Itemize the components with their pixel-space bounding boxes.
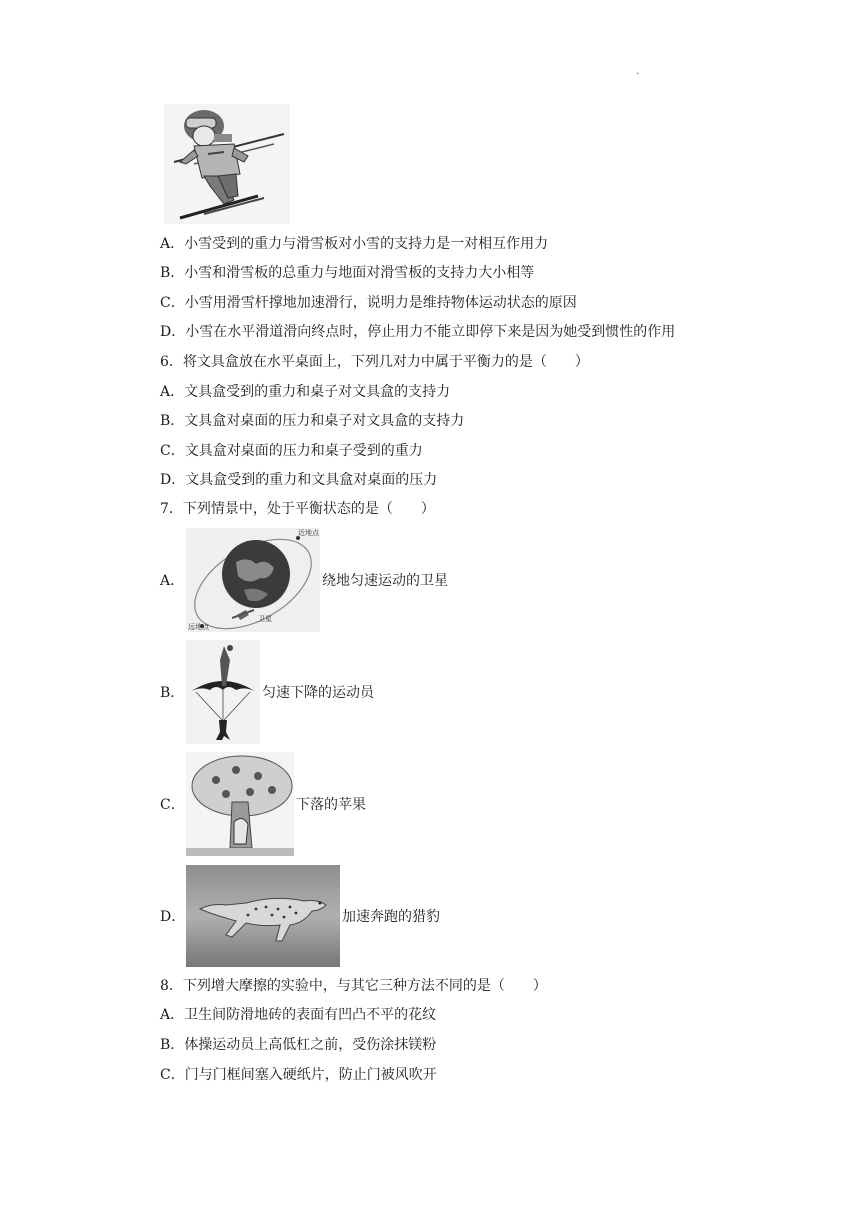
option-caption: 下落的苹果 (296, 797, 366, 813)
q8-option-b: B．体操运动员上高低杠之前，受伤涂抹镁粉 (160, 1037, 437, 1053)
q6-option-b: B．文具盒对桌面的压力和桌子对文具盒的支持力 (160, 413, 465, 429)
apple-tree-image (186, 752, 294, 856)
q5-option-d: D．小雪在水平滑道滑向终点时，停止用力不能立即停下来是因为她受到惯性的作用 (160, 324, 676, 340)
q6-option-a: A．文具盒受到的重力和桌子对文具盒的支持力 (160, 384, 451, 400)
q7-stem: 7．下列情景中，处于平衡状态的是（ ） (160, 501, 435, 517)
q5-option-c: C．小雪用滑雪杆撑地加速滑行，说明力是维持物体运动状态的原因 (160, 295, 577, 311)
satellite-orbit-image (186, 528, 320, 632)
q7-option-c (160, 752, 366, 856)
option-letter: D． (160, 909, 186, 925)
q7-option-d (160, 864, 440, 968)
option-letter: C． (160, 797, 185, 813)
apogee-label: 远地点 (188, 623, 209, 631)
cheetah-image (186, 865, 340, 967)
q8-stem: 8．下列增大摩擦的实验中，与其它三种方法不同的是（ ） (160, 978, 547, 994)
option-letter: B． (160, 685, 185, 701)
q5-option-a: A．小雪受到的重力与滑雪板对小雪的支持力是一对相互作用力 (160, 236, 549, 252)
option-caption: 匀速下降的运动员 (262, 685, 374, 701)
option-letter: A． (160, 573, 185, 589)
q7-option-a (160, 528, 448, 632)
parachutist-image (186, 640, 260, 744)
q6-option-c: C．文具盒对桌面的压力和桌子受到的重力 (160, 443, 423, 459)
q7-option-b (160, 640, 374, 744)
option-caption: 绕地匀速运动的卫星 (322, 573, 448, 589)
q8-option-a: A．卫生间防滑地砖的表面有凹凸不平的花纹 (160, 1007, 437, 1023)
q5-option-b: B．小雪和滑雪板的总重力与地面对滑雪板的支持力大小相等 (160, 265, 535, 281)
satellite-label: 卫星 (258, 615, 272, 623)
corner-mark: . (636, 66, 640, 77)
q6-option-d: D．文具盒受到的重力和文具盒对桌面的压力 (160, 472, 438, 488)
option-caption: 加速奔跑的猎豹 (342, 909, 440, 925)
q6-stem: 6．将文具盒放在水平桌面上，下列几对力中属于平衡力的是（ ） (160, 354, 589, 370)
skier-image (164, 104, 290, 224)
perigee-label: 近地点 (298, 529, 319, 537)
q8-option-c: C．门与门框间塞入硬纸片，防止门被风吹开 (160, 1067, 437, 1083)
